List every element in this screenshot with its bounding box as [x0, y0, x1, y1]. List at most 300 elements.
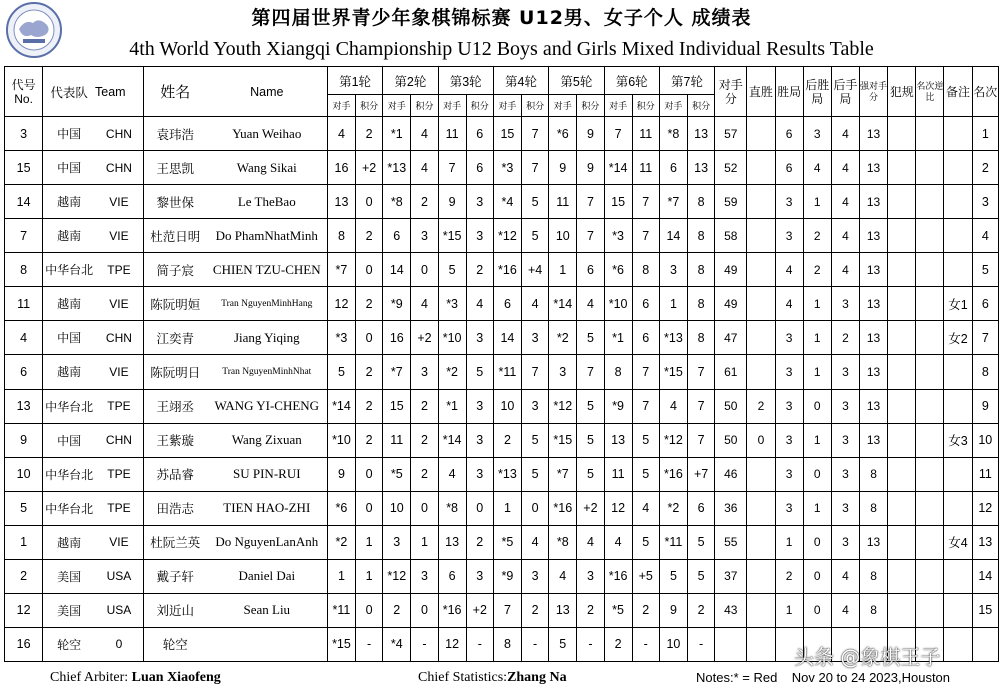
- header-fouls: 犯规: [888, 67, 916, 117]
- black-games: 2: [831, 321, 859, 355]
- wins-count: 3: [775, 423, 803, 457]
- round-5-points: 4: [577, 525, 604, 559]
- round-4-opponent: *5: [493, 525, 521, 559]
- round-6-points: 7: [632, 389, 659, 423]
- opponent-score: 57: [715, 117, 747, 151]
- round-5-points: 7: [577, 185, 604, 219]
- round-4-opponent: 15: [493, 117, 521, 151]
- round-5-points: -: [577, 627, 604, 661]
- round-5-points: 4: [577, 287, 604, 321]
- round-7-opponent: 5: [659, 559, 687, 593]
- round-1-opponent: *7: [327, 253, 355, 287]
- round-7-opponent: 4: [659, 389, 687, 423]
- header-code: 代号 No.: [5, 67, 43, 117]
- round-1-points: 2: [356, 219, 383, 253]
- round-4-opponent: *11: [493, 355, 521, 389]
- round-7-opponent: *15: [659, 355, 687, 389]
- header-opp: 对手: [659, 95, 687, 117]
- black-wins: 0: [803, 593, 831, 627]
- round-1-points: 0: [356, 593, 383, 627]
- team-code: TPE: [95, 491, 143, 525]
- header-wins: 胜局: [775, 67, 803, 117]
- watermark: 头条 @象棋王子: [794, 645, 941, 669]
- header-pts: 积分: [577, 95, 604, 117]
- round-3-points: 6: [466, 117, 493, 151]
- round-6-opponent: 4: [604, 525, 632, 559]
- round-6-opponent: 7: [604, 117, 632, 151]
- remark: [944, 491, 972, 525]
- rank: 5: [972, 253, 998, 287]
- black-wins: 1: [803, 423, 831, 457]
- round-1-opponent: 8: [327, 219, 355, 253]
- round-4-points: 0: [522, 491, 549, 525]
- round-7-points: 7: [688, 355, 715, 389]
- header-round-3: 第3轮: [438, 67, 493, 95]
- round-7-points: 8: [688, 321, 715, 355]
- rank: 1: [972, 117, 998, 151]
- direct-wins: [747, 525, 775, 559]
- round-6-points: 6: [632, 287, 659, 321]
- round-2-points: -: [411, 627, 438, 661]
- player-name-cn: 刘近山: [143, 593, 206, 627]
- team-country: 中国: [43, 151, 95, 185]
- round-3-points: +2: [466, 593, 493, 627]
- team-country: 越南: [43, 355, 95, 389]
- round-5-opponent: *8: [549, 525, 577, 559]
- rank-reverse: [916, 253, 944, 287]
- round-3-opponent: *1: [438, 389, 466, 423]
- rank: 12: [972, 491, 998, 525]
- round-2-opponent: 14: [383, 253, 411, 287]
- remark: [944, 627, 972, 661]
- round-5-opponent: *6: [549, 117, 577, 151]
- player-code: 12: [5, 593, 43, 627]
- rank: 3: [972, 185, 998, 219]
- round-2-points: +2: [411, 321, 438, 355]
- round-2-points: 4: [411, 117, 438, 151]
- round-4-points: 7: [522, 151, 549, 185]
- team-country: 中国: [43, 321, 95, 355]
- round-2-opponent: 3: [383, 525, 411, 559]
- fouls: [888, 253, 916, 287]
- player-name-cn: 江奕青: [143, 321, 206, 355]
- round-5-opponent: 1: [549, 253, 577, 287]
- header-team-en: Team: [95, 67, 143, 117]
- round-5-points: 9: [577, 117, 604, 151]
- black-wins: 4: [803, 151, 831, 185]
- round-1-points: 2: [356, 287, 383, 321]
- round-6-points: +5: [632, 559, 659, 593]
- team-country: 轮空: [43, 627, 95, 661]
- round-7-points: 5: [688, 559, 715, 593]
- table-row: [5, 185, 999, 219]
- header-team-cn: 代表队: [43, 67, 95, 117]
- round-7-points: 5: [688, 525, 715, 559]
- rank-reverse: [916, 321, 944, 355]
- team-code: CHN: [95, 321, 143, 355]
- remark: [944, 117, 972, 151]
- round-2-points: 2: [411, 423, 438, 457]
- round-4-points: +4: [522, 253, 549, 287]
- round-7-opponent: 6: [659, 151, 687, 185]
- header-round-7: 第7轮: [659, 67, 714, 95]
- wins-count: 3: [775, 355, 803, 389]
- strong-opponent-score: 13: [859, 219, 887, 253]
- team-code: CHN: [95, 151, 143, 185]
- player-name-en: CHIEN TZU-CHEN: [207, 253, 328, 287]
- black-wins: 1: [803, 185, 831, 219]
- rank: [972, 627, 998, 661]
- black-games: 4: [831, 593, 859, 627]
- team-code: USA: [95, 593, 143, 627]
- round-4-opponent: 2: [493, 423, 521, 457]
- team-code: CHN: [95, 423, 143, 457]
- black-games: 3: [831, 389, 859, 423]
- fouls: [888, 491, 916, 525]
- round-5-opponent: 5: [549, 627, 577, 661]
- round-2-points: 0: [411, 253, 438, 287]
- round-4-points: 5: [522, 185, 549, 219]
- player-name-cn: 轮空: [143, 627, 206, 661]
- rank-reverse: [916, 389, 944, 423]
- round-5-opponent: *16: [549, 491, 577, 525]
- round-5-opponent: 10: [549, 219, 577, 253]
- player-name-en: Le TheBao: [207, 185, 328, 219]
- header-rank: 名次: [972, 67, 998, 117]
- black-games: 4: [831, 151, 859, 185]
- wins-count: 4: [775, 253, 803, 287]
- header-opp: 对手: [327, 95, 355, 117]
- round-5-opponent: *7: [549, 457, 577, 491]
- round-5-opponent: *2: [549, 321, 577, 355]
- direct-wins: [747, 151, 775, 185]
- round-3-points: 3: [466, 185, 493, 219]
- remark: [944, 219, 972, 253]
- round-1-points: 0: [356, 491, 383, 525]
- round-3-opponent: *16: [438, 593, 466, 627]
- player-code: 15: [5, 151, 43, 185]
- player-name-cn: 田浩志: [143, 491, 206, 525]
- table-row: [5, 151, 999, 185]
- round-6-opponent: *14: [604, 151, 632, 185]
- table-row: [5, 253, 999, 287]
- fouls: [888, 559, 916, 593]
- strong-opponent-score: 13: [859, 355, 887, 389]
- round-2-opponent: *9: [383, 287, 411, 321]
- round-3-opponent: *15: [438, 219, 466, 253]
- player-name-cn: 简子宸: [143, 253, 206, 287]
- rank-reverse: [916, 287, 944, 321]
- strong-opponent-score: 13: [859, 321, 887, 355]
- round-2-opponent: 16: [383, 321, 411, 355]
- round-4-opponent: 6: [493, 287, 521, 321]
- table-row: [5, 117, 999, 151]
- black-wins: 0: [803, 525, 831, 559]
- player-name-cn: 陈阮明姮: [143, 287, 206, 321]
- round-5-points: 2: [577, 593, 604, 627]
- round-6-points: 7: [632, 185, 659, 219]
- round-2-points: 3: [411, 219, 438, 253]
- round-6-opponent: *16: [604, 559, 632, 593]
- team-code: VIE: [95, 219, 143, 253]
- player-code: 16: [5, 627, 43, 661]
- direct-wins: [747, 219, 775, 253]
- team-code: TPE: [95, 389, 143, 423]
- title-chinese: 第四届世界青少年象棋锦标赛 U12男、女子个人 成绩表: [251, 7, 752, 29]
- direct-wins: [747, 457, 775, 491]
- table-row: [5, 219, 999, 253]
- header-black-wins: 后胜局: [803, 67, 831, 117]
- table-row: [5, 491, 999, 525]
- round-7-opponent: *11: [659, 525, 687, 559]
- direct-wins: [747, 593, 775, 627]
- strong-opponent-score: 13: [859, 185, 887, 219]
- player-name-cn: 王紫璇: [143, 423, 206, 457]
- round-6-opponent: *9: [604, 389, 632, 423]
- round-2-opponent: *13: [383, 151, 411, 185]
- team-code: VIE: [95, 287, 143, 321]
- team-country: 越南: [43, 219, 95, 253]
- round-6-points: 6: [632, 321, 659, 355]
- round-5-opponent: 3: [549, 355, 577, 389]
- header-pts: 积分: [522, 95, 549, 117]
- player-name-cn: 王翊丞: [143, 389, 206, 423]
- black-wins: 1: [803, 491, 831, 525]
- round-2-points: 2: [411, 185, 438, 219]
- player-name-en: Tran NguyenMinhNhat: [207, 355, 328, 389]
- round-4-points: 7: [522, 117, 549, 151]
- remark: 女1: [944, 287, 972, 321]
- team-country: 中华台北: [43, 491, 95, 525]
- black-games: 4: [831, 219, 859, 253]
- round-4-points: 5: [522, 423, 549, 457]
- header-name-en: Name: [207, 67, 328, 117]
- round-3-opponent: *2: [438, 355, 466, 389]
- direct-wins: [747, 287, 775, 321]
- round-6-points: 11: [632, 151, 659, 185]
- round-2-opponent: *5: [383, 457, 411, 491]
- black-games: 3: [831, 525, 859, 559]
- table-row: [5, 525, 999, 559]
- team-country: 越南: [43, 185, 95, 219]
- team-code: VIE: [95, 355, 143, 389]
- player-name-en: Tran NguyenMinhHang: [207, 287, 328, 321]
- round-1-points: +2: [356, 151, 383, 185]
- black-games: 3: [831, 457, 859, 491]
- round-2-points: 1: [411, 525, 438, 559]
- header-black-games: 后手局: [831, 67, 859, 117]
- round-2-opponent: *7: [383, 355, 411, 389]
- strong-opponent-score: 13: [859, 117, 887, 151]
- round-6-opponent: 2: [604, 627, 632, 661]
- header-round-2: 第2轮: [383, 67, 438, 95]
- round-4-points: -: [522, 627, 549, 661]
- player-code: 9: [5, 423, 43, 457]
- opponent-score: 52: [715, 151, 747, 185]
- strong-opponent-score: 8: [859, 593, 887, 627]
- round-7-points: 8: [688, 287, 715, 321]
- rank-reverse: [916, 559, 944, 593]
- remark: [944, 559, 972, 593]
- black-wins: 3: [803, 117, 831, 151]
- round-4-opponent: *12: [493, 219, 521, 253]
- team-code: TPE: [95, 253, 143, 287]
- round-2-points: 4: [411, 151, 438, 185]
- strong-opponent-score: 13: [859, 423, 887, 457]
- round-7-opponent: *8: [659, 117, 687, 151]
- round-4-points: 3: [522, 389, 549, 423]
- opponent-score: 37: [715, 559, 747, 593]
- round-3-opponent: 7: [438, 151, 466, 185]
- black-games: 4: [831, 559, 859, 593]
- player-name-en: Sean Liu: [207, 593, 328, 627]
- direct-wins: [747, 321, 775, 355]
- table-row: [5, 389, 999, 423]
- round-1-points: 2: [356, 389, 383, 423]
- wins-count: 6: [775, 151, 803, 185]
- opponent-score: 43: [715, 593, 747, 627]
- rank: 10: [972, 423, 998, 457]
- player-code: 8: [5, 253, 43, 287]
- chief-arbiter: Chief Arbiter: Luan Xiaofeng: [50, 670, 221, 685]
- round-1-points: 0: [356, 457, 383, 491]
- round-4-opponent: 10: [493, 389, 521, 423]
- team-country: 中华台北: [43, 389, 95, 423]
- round-3-opponent: 6: [438, 559, 466, 593]
- player-code: 6: [5, 355, 43, 389]
- round-1-opponent: 13: [327, 185, 355, 219]
- round-7-points: 2: [688, 593, 715, 627]
- round-6-opponent: *6: [604, 253, 632, 287]
- round-1-points: 1: [356, 559, 383, 593]
- black-games: 3: [831, 287, 859, 321]
- direct-wins: [747, 627, 775, 661]
- wins-count: 3: [775, 185, 803, 219]
- table-row: [5, 593, 999, 627]
- round-1-opponent: 9: [327, 457, 355, 491]
- wins-count: 4: [775, 287, 803, 321]
- strong-opponent-score: 8: [859, 559, 887, 593]
- round-4-opponent: 14: [493, 321, 521, 355]
- wins-count: 6: [775, 117, 803, 151]
- round-3-points: 2: [466, 253, 493, 287]
- player-code: 4: [5, 321, 43, 355]
- round-7-opponent: *16: [659, 457, 687, 491]
- round-3-points: 3: [466, 219, 493, 253]
- player-name-en: Daniel Dai: [207, 559, 328, 593]
- team-country: 美国: [43, 593, 95, 627]
- opponent-score: 49: [715, 253, 747, 287]
- round-5-opponent: 13: [549, 593, 577, 627]
- round-6-points: -: [632, 627, 659, 661]
- table-row: [5, 355, 999, 389]
- round-7-points: 7: [688, 423, 715, 457]
- round-6-points: 4: [632, 491, 659, 525]
- round-6-points: 8: [632, 253, 659, 287]
- round-6-opponent: 15: [604, 185, 632, 219]
- player-name-en: Yuan Weihao: [207, 117, 328, 151]
- round-6-points: 2: [632, 593, 659, 627]
- round-7-points: 8: [688, 219, 715, 253]
- round-5-points: +2: [577, 491, 604, 525]
- round-5-opponent: 9: [549, 151, 577, 185]
- round-3-points: 2: [466, 525, 493, 559]
- round-1-points: 0: [356, 185, 383, 219]
- team-country: 中国: [43, 117, 95, 151]
- remark: [944, 355, 972, 389]
- remark: 女4: [944, 525, 972, 559]
- opponent-score: 61: [715, 355, 747, 389]
- player-name-en: WANG YI-CHENG: [207, 389, 328, 423]
- rank-reverse: [916, 151, 944, 185]
- team-country: 美国: [43, 559, 95, 593]
- black-wins: 1: [803, 321, 831, 355]
- strong-opponent-score: 13: [859, 253, 887, 287]
- header-opp: 对手: [604, 95, 632, 117]
- round-1-opponent: *6: [327, 491, 355, 525]
- team-code: CHN: [95, 117, 143, 151]
- round-5-points: 7: [577, 355, 604, 389]
- round-3-opponent: 5: [438, 253, 466, 287]
- round-4-points: 3: [522, 321, 549, 355]
- player-name-en: Do PhamNhatMinh: [207, 219, 328, 253]
- player-name-en: [207, 627, 328, 661]
- fouls: [888, 117, 916, 151]
- player-name-cn: 杜阮兰英: [143, 525, 206, 559]
- chief-statistics: Chief Statistics:Zhang Na: [418, 670, 567, 685]
- rank: 7: [972, 321, 998, 355]
- rank-reverse: [916, 219, 944, 253]
- direct-wins: [747, 253, 775, 287]
- round-4-points: 2: [522, 593, 549, 627]
- round-1-points: 2: [356, 355, 383, 389]
- round-4-opponent: *4: [493, 185, 521, 219]
- header-pts: 积分: [411, 95, 438, 117]
- direct-wins: [747, 185, 775, 219]
- opponent-score: 46: [715, 457, 747, 491]
- wins-count: 1: [775, 525, 803, 559]
- round-7-opponent: *13: [659, 321, 687, 355]
- fouls: [888, 321, 916, 355]
- round-6-opponent: *1: [604, 321, 632, 355]
- round-1-points: 2: [356, 423, 383, 457]
- player-name-cn: 苏品睿: [143, 457, 206, 491]
- rank-reverse: [916, 593, 944, 627]
- player-code: 2: [5, 559, 43, 593]
- title-english: 4th World Youth Xiangqi Championship U12 Boys and Girls Mixed Individual Results Table: [129, 38, 874, 60]
- black-wins: 1: [803, 355, 831, 389]
- round-2-opponent: 6: [383, 219, 411, 253]
- wins-count: 3: [775, 389, 803, 423]
- header-opp: 对手: [493, 95, 521, 117]
- round-6-points: 7: [632, 355, 659, 389]
- round-4-opponent: *13: [493, 457, 521, 491]
- black-games: 3: [831, 355, 859, 389]
- round-1-opponent: *11: [327, 593, 355, 627]
- player-code: 13: [5, 389, 43, 423]
- team-code: 0: [95, 627, 143, 661]
- team-country: 中华台北: [43, 253, 95, 287]
- round-6-points: 7: [632, 219, 659, 253]
- wins-count: 2: [775, 559, 803, 593]
- opponent-score: 58: [715, 219, 747, 253]
- rank-reverse: [916, 355, 944, 389]
- team-country: 中国: [43, 423, 95, 457]
- round-3-points: 4: [466, 287, 493, 321]
- opponent-score: 50: [715, 389, 747, 423]
- rank-reverse: [916, 491, 944, 525]
- results-table: [4, 66, 999, 662]
